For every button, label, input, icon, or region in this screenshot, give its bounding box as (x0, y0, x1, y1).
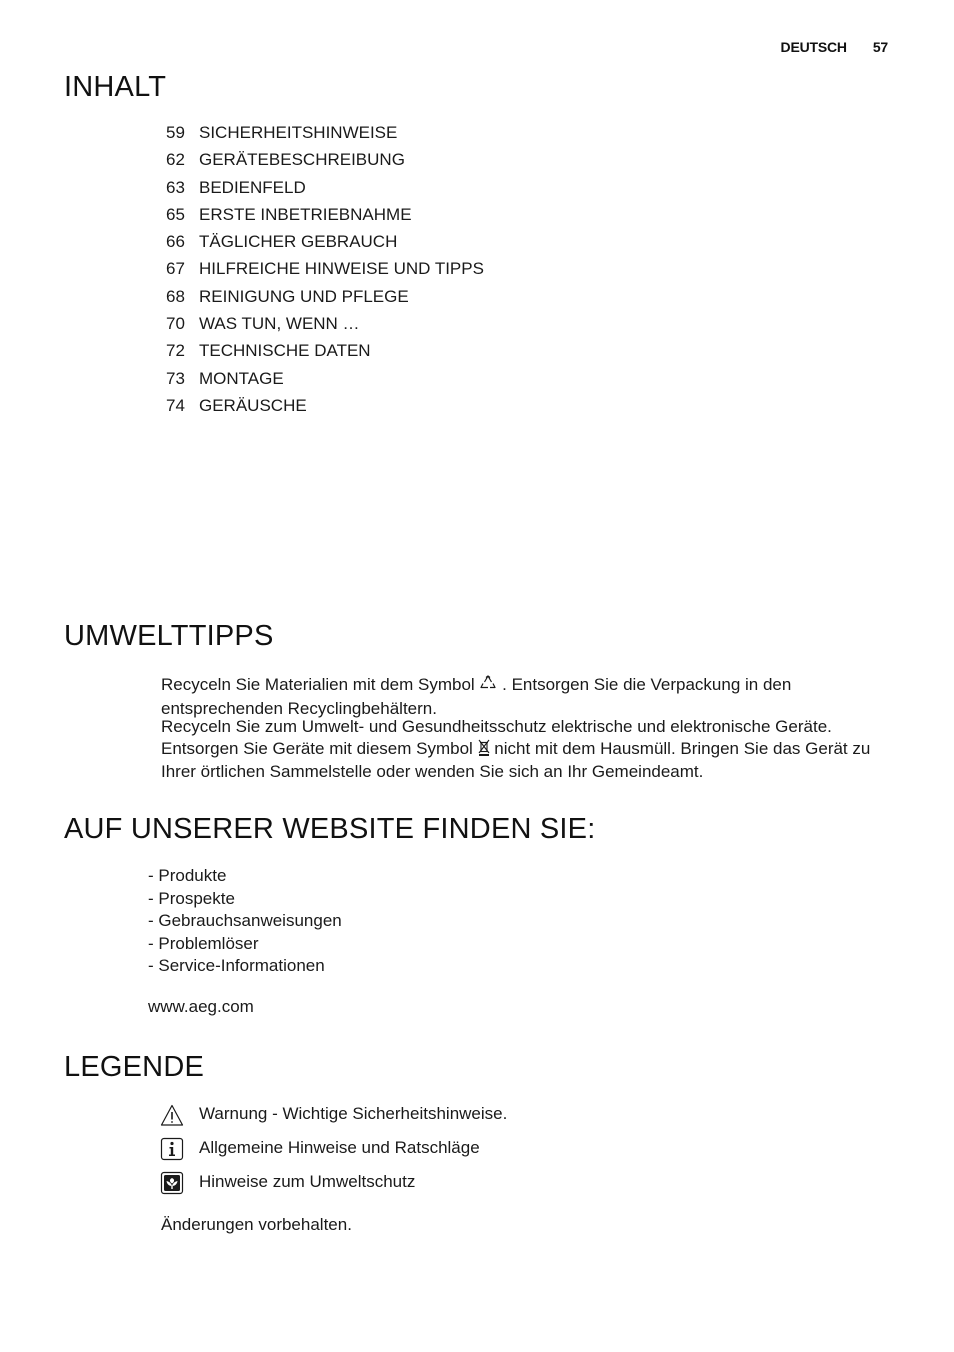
contents-title: INHALT (64, 71, 167, 103)
toc-label: SICHERHEITSHINWEISE (199, 123, 398, 142)
website-title: AUF UNSERER WEBSITE FINDEN SIE: (64, 813, 596, 845)
toc-item[interactable] (166, 148, 484, 175)
running-header (781, 39, 888, 55)
toc-label: HILFREICHE HINWEISE UND TIPPS (199, 259, 484, 279)
toc-label: MONTAGE (199, 368, 284, 388)
toc-item[interactable] (166, 176, 484, 203)
environment-paragraph-1 (161, 674, 901, 719)
toc-page: 65 (166, 204, 185, 224)
toc-item[interactable] (166, 394, 484, 421)
header-language: DEUTSCH (780, 39, 847, 55)
crossed-bin-icon (478, 739, 490, 762)
legend-text: Allgemeine Hinweise und Ratschläge (199, 1138, 480, 1157)
toc-page: 72 (166, 341, 185, 361)
toc-label: BEDIENFELD (199, 177, 306, 197)
toc-item[interactable] (166, 367, 484, 394)
toc-label: ERSTE INBETRIEBNAHME (199, 204, 412, 224)
website-link[interactable]: www.aeg.com (148, 997, 254, 1016)
environment-title: UMWELTTIPPS (64, 620, 274, 652)
toc-item[interactable] (166, 285, 484, 312)
toc-label: REINIGUNG UND PFLEGE (199, 286, 409, 306)
toc-page: 66 (166, 232, 185, 252)
toc-item[interactable] (166, 312, 484, 339)
list-item: - Produkte (148, 866, 227, 885)
toc-item[interactable] (166, 121, 484, 148)
toc-label: TÄGLICHER GEBRAUCH (199, 232, 398, 252)
environment-text: Recyceln Sie Materialien mit dem Symbol (161, 675, 475, 694)
legend-text: Hinweise zum Umweltschutz (199, 1172, 416, 1191)
toc-label: GERÄTEBESCHREIBUNG (199, 150, 405, 170)
list-item: - Prospekte (148, 888, 235, 908)
toc-page: 68 (166, 286, 185, 306)
toc-page: 74 (166, 395, 185, 415)
warning-icon (160, 1103, 184, 1127)
toc-page: 73 (166, 368, 185, 388)
toc-label: GERÄUSCHE (199, 395, 307, 415)
list-item: - Service-Informationen (148, 956, 325, 975)
environment-paragraph-2 (161, 716, 901, 783)
list-item: - Gebrauchsanweisungen (148, 911, 342, 930)
environment-text: nicht mit dem Hausmüll. Bringen Sie das Gerät zu Ihrer örtlichen Sammelstelle oder wenden Sie sich an Ihr Gemeindeamt. (161, 738, 871, 781)
toc-item[interactable] (166, 230, 484, 257)
list-item: - Problemlöser (148, 933, 259, 953)
environment-text: . Entsorgen Sie die Verpackung in den entsprechenden Recyclingbehältern. (161, 675, 792, 718)
toc-label: TECHNISCHE DATEN (199, 341, 371, 361)
table-of-contents (166, 121, 484, 421)
website-list (148, 865, 342, 978)
legend-title: LEGENDE (64, 1051, 204, 1083)
toc-page: 62 (166, 150, 185, 170)
toc-item[interactable] (166, 339, 484, 366)
toc-label: WAS TUN, WENN … (199, 314, 360, 334)
toc-page: 63 (166, 177, 185, 197)
info-icon (160, 1137, 184, 1161)
recycle-icon (479, 674, 497, 698)
environment-icon (160, 1171, 184, 1195)
toc-page: 67 (166, 259, 185, 279)
legend-text: Warnung - Wichtige Sicherheitshinweise. (199, 1104, 508, 1123)
page-number: 57 (872, 39, 888, 55)
toc-item[interactable] (166, 203, 484, 230)
footnote: Änderungen vorbehalten. (161, 1215, 352, 1234)
environment-text: Recyceln Sie zum Umwelt- und Gesundheitsschutz elektrische und elektronische Geräte. Entsorgen Sie Geräte mit diesem Symbol (161, 717, 832, 758)
toc-page: 59 (166, 123, 185, 142)
toc-item[interactable] (166, 257, 484, 284)
toc-page: 70 (166, 314, 185, 334)
